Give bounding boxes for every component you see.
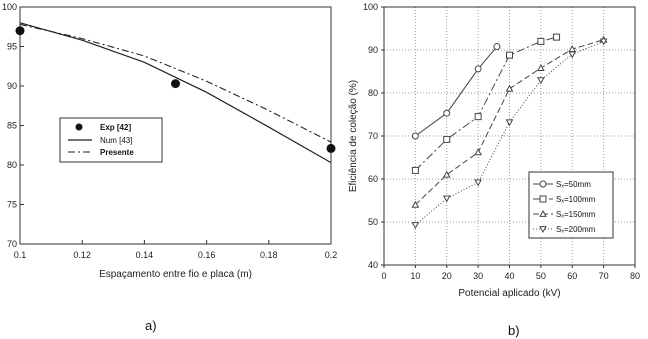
- y-tick-label: 95: [6, 41, 17, 52]
- x-tick-label: 0.1: [13, 250, 27, 260]
- x-tick-label: 0: [381, 271, 387, 281]
- y-tick-label: 90: [6, 81, 17, 91]
- data-point-triangle-up: [538, 65, 544, 70]
- y-tick-label: 80: [6, 160, 17, 170]
- series-line-square: [415, 37, 556, 170]
- data-point-circle: [475, 66, 481, 72]
- x-tick-label: 0.2: [324, 250, 338, 260]
- panel-label: a): [145, 318, 157, 333]
- data-point-circle: [494, 44, 500, 50]
- legend-symbol-exp: [76, 124, 83, 131]
- x-tick-label: 0.14: [135, 250, 154, 260]
- data-point-triangle-up: [444, 172, 450, 177]
- legend-label: Sₓ=50mm: [556, 180, 591, 189]
- x-axis-label: Potencial aplicado (kV): [458, 288, 561, 299]
- y-tick-label: 80: [367, 88, 378, 98]
- y-tick-label: 70: [367, 131, 378, 141]
- x-tick-label: 70: [598, 271, 609, 281]
- x-tick-label: 80: [629, 271, 641, 281]
- data-point-triangle-up: [475, 149, 481, 154]
- x-tick-label: 10: [410, 271, 421, 281]
- x-tick-label: 30: [473, 271, 484, 281]
- data-point-triangle-down: [412, 223, 418, 228]
- x-tick-label: 0.18: [260, 250, 278, 260]
- data-point-triangle-down: [475, 180, 481, 185]
- x-axis-label: Espaçamento entre fio e placa (m): [99, 269, 252, 280]
- legend-label: Presente: [100, 148, 134, 157]
- legend: [529, 172, 613, 238]
- x-tick-label: 40: [504, 271, 515, 281]
- legend-marker: [540, 196, 546, 202]
- data-point-square: [412, 167, 418, 173]
- data-point-square: [444, 136, 450, 142]
- y-tick-label: 90: [367, 45, 378, 55]
- data-point-triangle-down: [444, 196, 450, 201]
- data-point-exp-42: [327, 144, 336, 153]
- chart-b: [348, 2, 640, 338]
- y-tick-label: 70: [6, 239, 17, 249]
- y-tick-label: 40: [367, 260, 378, 270]
- data-point-square: [538, 38, 544, 44]
- series-line-circle: [415, 47, 497, 136]
- y-tick-label: 100: [1, 2, 17, 12]
- x-tick-label: 20: [441, 271, 452, 281]
- data-point-triangle-down: [507, 120, 513, 125]
- y-tick-label: 50: [367, 217, 378, 227]
- panel-label: b): [508, 323, 520, 338]
- legend-marker: [540, 181, 546, 187]
- x-tick-label: 0.12: [73, 250, 91, 260]
- y-tick-label: 60: [367, 174, 378, 184]
- x-tick-label: 50: [535, 271, 546, 281]
- data-point-exp-42: [16, 26, 25, 35]
- x-tick-label: 0.16: [197, 250, 216, 260]
- legend-label: Num [43]: [100, 136, 133, 145]
- data-point-circle: [444, 110, 450, 116]
- data-point-triangle-up: [507, 86, 513, 91]
- legend-label: Sₓ=200mm: [556, 225, 596, 234]
- data-point-exp-42: [171, 79, 180, 88]
- chart-a: [2, 2, 337, 333]
- y-tick-label: 85: [6, 120, 17, 131]
- legend: [60, 118, 162, 162]
- data-point-triangle-down: [538, 78, 544, 83]
- y-tick-label: 100: [362, 2, 378, 12]
- data-point-square: [507, 52, 513, 58]
- x-tick-label: 60: [567, 271, 578, 281]
- y-axis-label: Eficiência de coleção (%): [348, 79, 359, 193]
- legend-label: Exp [42]: [100, 123, 132, 132]
- y-tick-label: 75: [6, 199, 17, 210]
- legend-label: Sₓ=150mm: [556, 210, 596, 219]
- legend-label: Sₓ=100mm: [556, 195, 596, 204]
- data-point-square: [554, 34, 560, 40]
- data-point-circle: [412, 133, 418, 139]
- data-point-square: [475, 114, 481, 120]
